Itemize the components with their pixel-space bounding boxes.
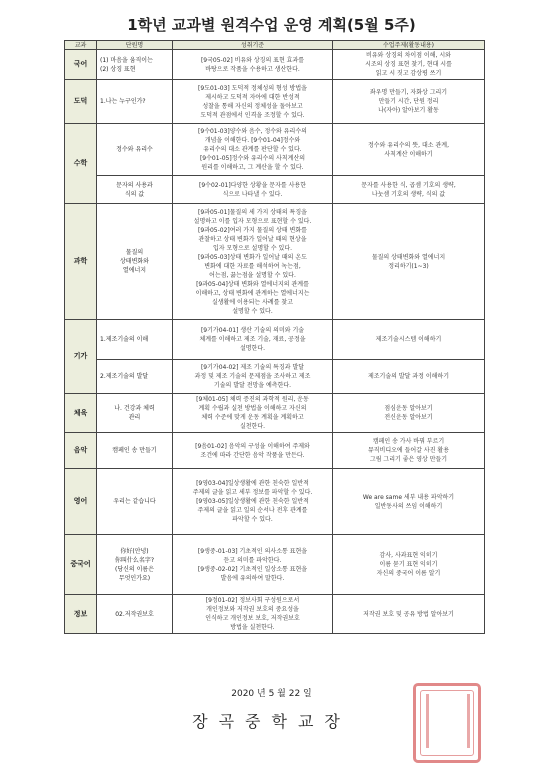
unit-cell: 정수와 유리수 [97, 124, 173, 176]
table-row [65, 535, 485, 595]
header-standard: 성취기준 [173, 41, 333, 50]
text-line: 성찰을 통해 자신의 정체성을 돌아보고 [202, 102, 303, 110]
text-line: 일반동사의 쓰임 이해하기 [374, 502, 443, 510]
text-line: [9기가04-02] 제조 기술의 특징과 발달 [200, 364, 305, 371]
text-line: 이름 묻기 표현 익히기 [379, 561, 438, 568]
standard-cell [173, 50, 333, 80]
text-line: 개념을 이해한다. [9수01-04]정수와 [204, 137, 301, 144]
text-line: 조건에 따라 간단한 음악 작품을 만든다. [200, 451, 305, 459]
text-line: 물질의 상태변화와 열에너지 [371, 253, 446, 261]
subject-cell: 과학 [65, 204, 97, 320]
activity-cell [333, 80, 485, 124]
activity-cell: 저작권 보호 및 공유 방법 알아보기 [333, 595, 485, 634]
text-line: 만들기 시간, 단원 정리 [378, 98, 439, 105]
standard-cell [173, 80, 333, 124]
official-seal-stamp [413, 683, 481, 763]
unit-cell: 캠페인 송 만들기 [97, 433, 173, 469]
text-line: 원리를 이해하고, 그 계산을 할 수 있다. [201, 164, 304, 171]
table-row [65, 469, 485, 535]
unit-cell: 우리는 같습니다 [97, 469, 173, 535]
text-line: [9수01-03]양수와 음수, 정수와 유리수의 [198, 128, 307, 135]
text-line: 설명한다. [239, 345, 266, 352]
text-line: 변화에 대한 자료를 해석하여 녹는점, [204, 262, 301, 270]
text-line: 열에너지 [122, 267, 147, 274]
table-row [65, 80, 485, 124]
text-line: 설명하고 이를 입자 모형으로 표현할 수 있다. [193, 217, 312, 225]
text-line: [9정01-02] 정보사회 구성원으로서 [205, 597, 300, 604]
text-line: 주제의 글을 읽고 세부 정보를 파악할 수 있다. [192, 489, 313, 496]
text-line: 무엇인가요) [118, 574, 151, 582]
activity-cell [333, 433, 485, 469]
subject-cell: 정보 [65, 595, 97, 634]
standard-cell [173, 204, 333, 320]
unit-cell [97, 204, 173, 320]
text-line: [9과05-03]상태 변화가 일어날 때의 온도 [198, 253, 307, 261]
activity-cell: 제조기술시스템 이해하기 [333, 320, 485, 360]
table-row [65, 320, 485, 360]
seal-mark [426, 694, 470, 748]
text-line: 식의 값 [124, 190, 145, 198]
text-line: 계획 수립과 실천 방법을 이해하고 자신의 [198, 405, 307, 412]
text-line: [9음01-02] 음악의 구성을 이해하여 주제와 [195, 442, 310, 450]
activity-cell [333, 50, 485, 80]
standard-cell [173, 595, 333, 634]
text-line: 물질의 [125, 249, 144, 256]
text-line: 체계를 이해하고 제조 기술, 재료, 공정을 [199, 336, 306, 343]
text-line: 주제의 글을 읽고 일의 순서나 전후 관계를 [197, 507, 308, 514]
text-line: [9과05-02]여러 가지 물질의 상태 변화를 [198, 226, 307, 234]
header-activity: 수업주제(활동내용) [333, 41, 485, 50]
text-line: 설명할 수 있다. [232, 307, 273, 315]
text-line: 과정 및 제조 기술의 문제점을 조사하고 제조 [194, 373, 311, 380]
text-line: 상태변화와 [120, 258, 149, 265]
text-line: [9생중-01-03] 기초적인 의사소통 표현을 [197, 547, 308, 555]
text-line: [9기가04-01] 생산 기술의 의미와 기술 [200, 327, 305, 334]
text-line: 전신운동 알아보기 [384, 414, 433, 421]
unit-cell [97, 394, 173, 433]
text-line: (1) 마음을 움직이는 [100, 56, 153, 64]
subject-cell: 국어 [65, 50, 97, 80]
table-row [65, 595, 485, 634]
table-header-row [65, 41, 485, 50]
text-line: 나눗셈 기호의 생략, 식의 값 [371, 190, 446, 198]
text-line: [9수02-01]다양한 상황을 문자를 사용한 [198, 181, 306, 189]
text-line: 유리수의 대소 관계를 판단할 수 있다. [203, 146, 302, 153]
table-row [65, 433, 485, 469]
subject-cell: 체육 [65, 394, 97, 433]
text-line: 감사, 사과표현 익히기 [379, 552, 438, 559]
text-line: 실천한다. [239, 423, 266, 430]
text-line: 점심운동 알아보기 [384, 405, 433, 412]
unit-cell: 1.나는 누구인가? [97, 80, 173, 124]
text-line: 바탕으로 작품을 수용하고 생산한다. [205, 65, 300, 73]
text-line: 읽고 시 짓고 감상평 쓰기 [375, 70, 442, 77]
text-line: (당신의 이름은 [114, 565, 155, 573]
text-line: 관찰하고 상태 변화가 일어날 때의 현상을 [198, 235, 307, 243]
table-row [65, 50, 485, 80]
activity-cell [333, 124, 485, 176]
standard-cell [173, 360, 333, 394]
text-line: 입자 모형으로 설명할 수 있다. [212, 244, 293, 252]
text-line: 나. 건강과 체력 [114, 405, 155, 412]
text-line: 식으로 나타낼 수 있다. [222, 190, 283, 198]
text-line: 도덕적 관점에서 인격을 조정할 수 있다. [200, 111, 305, 119]
text-line: [9과05-01]물질의 세 가지 상태의 특징을 [198, 208, 307, 216]
subject-cell: 수학 [65, 124, 97, 204]
text-line: 뮤직비디오에 들어갈 사진 활용 [367, 447, 450, 454]
standard-cell [173, 176, 333, 204]
table-row [65, 124, 485, 176]
activity-cell [333, 394, 485, 433]
header-subject: 교과 [65, 41, 97, 50]
standard-cell [173, 469, 333, 535]
text-line: (2) 상징 표현 [100, 65, 136, 73]
subject-cell: 중국어 [65, 535, 97, 595]
text-line: [9생중-02-02] 기초적인 일상소통 표현을 [197, 565, 308, 573]
subject-cell: 도덕 [65, 80, 97, 124]
text-line: [9국05-02] 비유와 상징의 표현 효과를 [200, 56, 305, 64]
text-line: 캠페인 송 가사 바꿔 부르기 [372, 438, 445, 445]
text-line: 인식하고 개인정보 보호, 저작권보호 [205, 615, 300, 622]
table-row [65, 176, 485, 204]
text-line: 실생활에 이용되는 사례를 찾고 [211, 298, 294, 306]
text-line: 그림 그리기 좋은 영상 만들기 [369, 456, 448, 463]
text-line: [9수01-05]정수와 유리수의 사칙계산의 [199, 155, 306, 162]
subject-cell: 영어 [65, 469, 97, 535]
standard-cell [173, 394, 333, 433]
unit-cell [97, 535, 173, 595]
text-line: 정수와 유리수의 뜻, 대소 관계, [368, 141, 449, 149]
header-unit: 단원명 [97, 41, 173, 50]
text-line: 문자의 사용과 [116, 181, 153, 189]
document-date: 2020 년 5 월 22 일 [231, 689, 312, 699]
text-line: 나(자아) 알아보기 활동 [378, 107, 439, 114]
activity-cell [333, 176, 485, 204]
text-line: 제시하고 도덕적 자아에 대한 반성적 [205, 93, 300, 101]
standard-cell [173, 535, 333, 595]
text-line: 방법을 실천한다. [230, 624, 275, 631]
text-line: 你叫什么名字? [114, 556, 155, 564]
activity-cell [333, 469, 485, 535]
text-line: 듣고 의미를 파악한다. [223, 556, 282, 564]
text-line: 사칙계산 이해하기 [384, 150, 433, 158]
text-line: [9도01-03] 도덕적 정체성의 형성 방법을 [198, 84, 307, 92]
text-line: 발음에 유의하여 말한다. [220, 574, 285, 582]
table-row [65, 394, 485, 433]
text-line: 이해하고, 상태 변화에 관계하는 열에너지는 [195, 289, 310, 297]
unit-cell: 02.저작권보호 [97, 595, 173, 634]
text-line: We are same 세부 내용 파악하기 [362, 493, 455, 501]
activity-cell: 제조기술의 발달 과정 이해하기 [333, 360, 485, 394]
school-principal-name: 장곡중학교장 [192, 712, 351, 731]
unit-cell [97, 176, 173, 204]
standard-cell [173, 320, 333, 360]
text-line: 자신의 중국어 이름 알기 [376, 570, 441, 577]
text-line: 비유와 상징의 차이점 이해, 시와 [366, 52, 451, 59]
schedule-table [64, 40, 485, 634]
text-line: 문자를 사용한 식, 곱셈 기호의 생략, [361, 181, 456, 189]
subject-cell: 음악 [65, 433, 97, 469]
text-line: [9체01-05] 체력 증진의 과학적 원리, 운동 [196, 396, 309, 403]
text-line: 개인정보와 저작권 보호의 중요성을 [206, 606, 299, 613]
unit-cell [97, 50, 173, 80]
activity-cell [333, 535, 485, 595]
table-row [65, 204, 485, 320]
subject-cell: 기가 [65, 320, 97, 394]
text-line: 체력 수준에 맞게 운동 계획을 계획하고 [201, 414, 304, 421]
text-line: [9과05-04]상태 변화와 열에너지의 관계를 [196, 280, 309, 288]
activity-cell [333, 204, 485, 320]
unit-cell: 1.제조기술의 이해 [97, 320, 173, 360]
unit-cell: 2.제조기술의 발달 [97, 360, 173, 394]
standard-cell [173, 124, 333, 176]
text-line: 시조의 상징 표현 찾기, 현대 시를 [365, 61, 452, 68]
text-line: 你好(안녕) [120, 547, 149, 555]
text-line: 파악할 수 있다. [232, 516, 273, 523]
text-line: 관리 [128, 414, 141, 421]
text-line: 기술의 발달 전망을 예측한다. [213, 382, 292, 389]
text-line: 좌우명 만들기, 자화상 그리기 [369, 89, 448, 96]
text-line: 어는점, 끓는점을 설명할 수 있다. [209, 271, 296, 279]
standard-cell [173, 433, 333, 469]
text-line: [9영03-04]일상생활에 관한 친숙한 일반적 [196, 480, 309, 487]
table-row [65, 360, 485, 394]
text-line: [9영03-05]일상생활에 관한 친숙한 일반적 [196, 498, 309, 505]
page-title: 1학년 교과별 원격수업 운영 계획(5월 5주) [127, 16, 416, 34]
text-line: 정리하기(1~3) [388, 262, 429, 270]
